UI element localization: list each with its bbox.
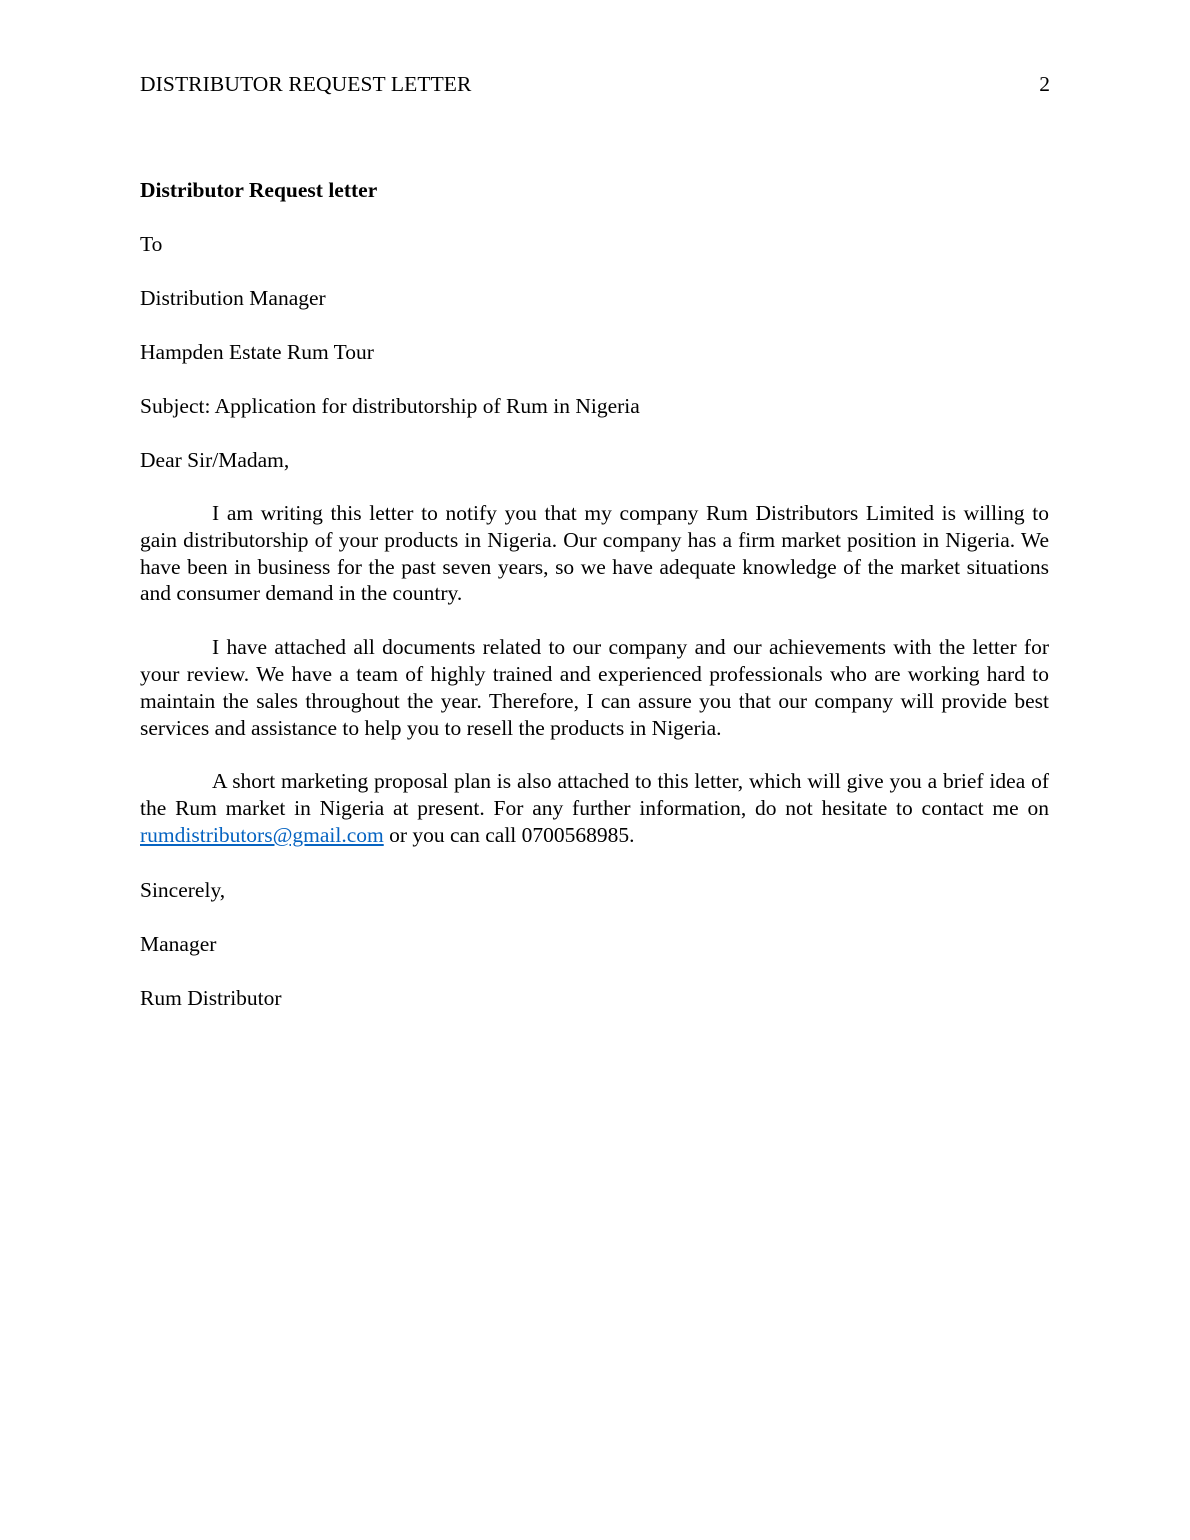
page-number: 2 [1039,72,1050,96]
paragraph-contact-text-end: or you can call 0700568985. [383,822,635,847]
paragraph-contact [140,768,1049,848]
subject-line: Subject: Application for distributorship of Rum in Nigeria [140,394,640,418]
signature-organization: Rum Distributor [140,985,282,1010]
to-label: To [140,232,163,256]
signature-title: Manager [140,931,217,956]
recipient-organization: Hampden Estate Rum Tour [140,340,374,364]
paragraph-documents: I have attached all documents related to our company and our achievements with the letter for your review. We have a team of highly trained and experienced professionals who are working hard to maintain the sales throughout the year. Therefore, I can assure you that our company will provide best services and assistance to help you to resell the products in Nigeria. [140,635,1049,740]
salutation: Dear Sir/Madam, [140,448,290,472]
letter-title: Distributor Request letter [140,178,378,202]
closing: Sincerely, [140,877,226,902]
paragraph-contact-text-start: A short marketing proposal plan is also attached to this letter, which will give you a brief idea of the Rum market in Nigeria at present. For any further information, do not hesitate to contact me on [140,769,1049,821]
recipient-title: Distribution Manager [140,286,326,310]
paragraph-intro: I am writing this letter to notify you that my company Rum Distributors Limited is willing to gain distributorship of your products in Nigeria. Our company has a firm market position in Nigeria. We have been in business for the past seven years, so we have adequate knowledge of the market situations and consumer demand in the country. [140,501,1049,606]
letter-body [140,176,1049,1038]
running-head: DISTRIBUTOR REQUEST LETTER [140,72,472,96]
email-link[interactable]: rumdistributors@gmail.com [140,822,384,847]
